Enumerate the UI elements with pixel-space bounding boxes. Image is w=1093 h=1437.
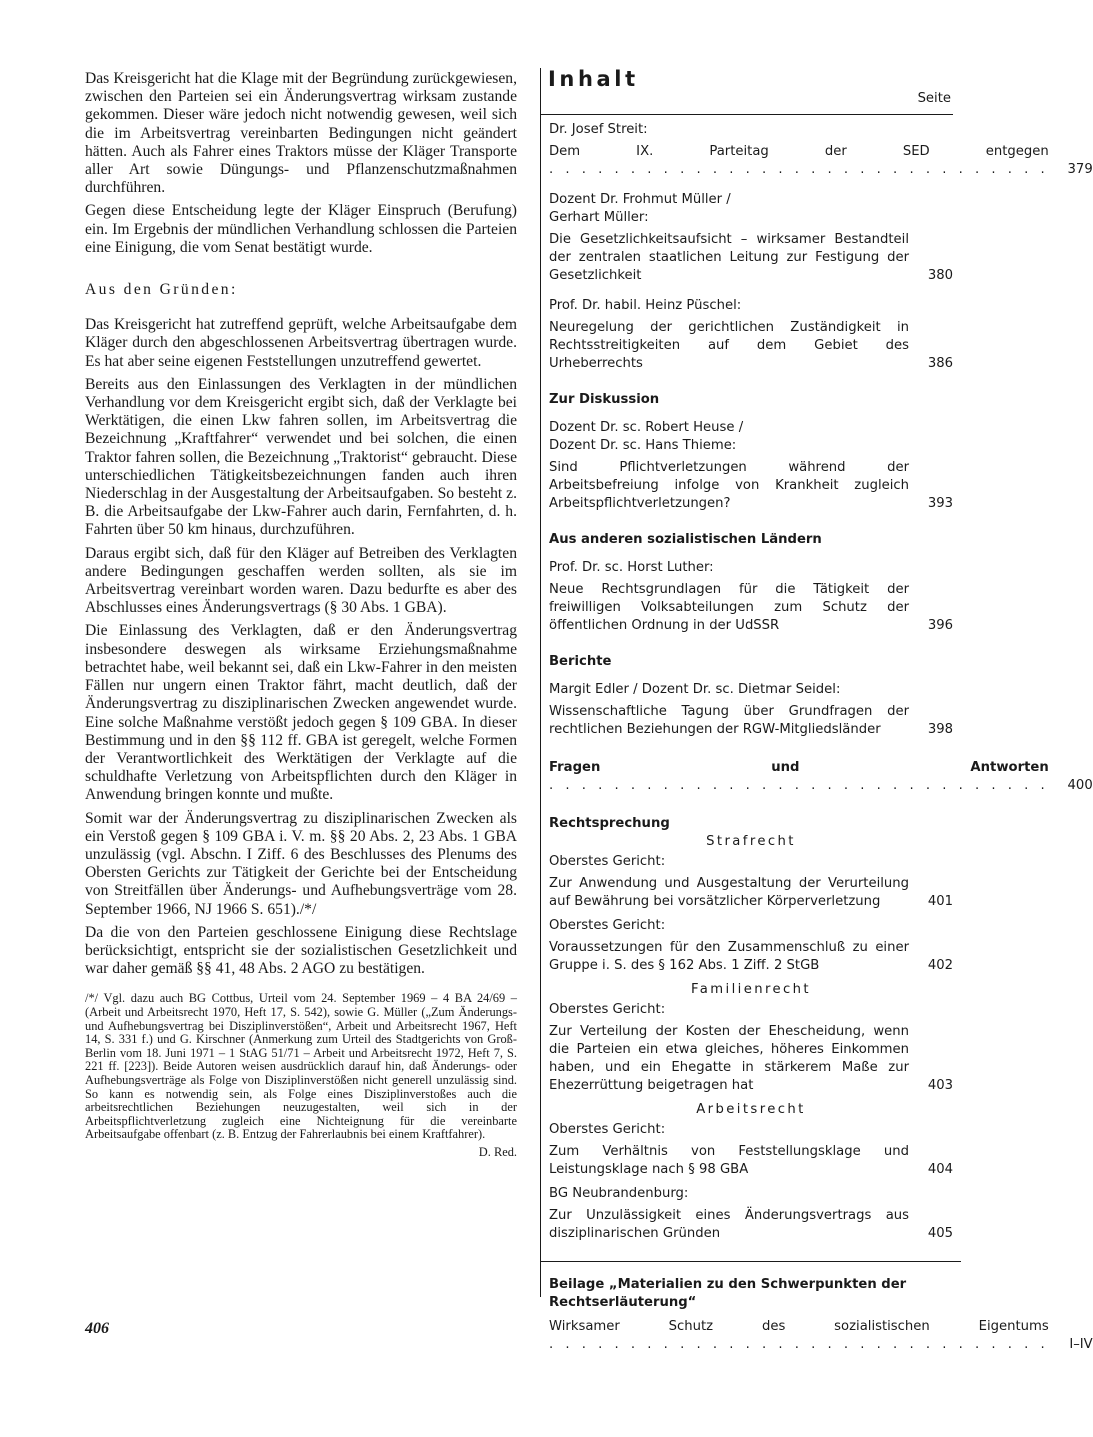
toc-author: Gerhart Müller:	[549, 210, 649, 225]
leader-dots: . . . . . . . . . . . . . . . . . . . . . . . . . . . . . . .	[549, 162, 1049, 177]
toc-entry-title: Voraussetzungen für den Zusammenschluß zu einer Gruppe i. S. des § 162 Abs. 1 Ziff. 2 StGB	[549, 940, 909, 973]
toc-entry[interactable]	[549, 143, 1093, 179]
toc-author: Dozent Dr. sc. Robert Heuse /	[549, 420, 744, 435]
toc-court: BG Neubrandenburg:	[549, 1186, 689, 1201]
toc-author: Prof. Dr. sc. Horst Luther:	[549, 560, 714, 575]
toc-court: Oberstes Gericht:	[549, 918, 666, 933]
toc-subsection-heading: Strafrecht	[706, 834, 796, 849]
leader-dots: . . . . . . . . . . . . . . . . . . . . . . . . . . . . . . .	[549, 1337, 1049, 1352]
paragraph: Somit war der Änderungsvertrag zu disziplinarischen Zwecken als ein Verstoß gegen § 109 GBA i. V. m. §§ 20 Abs. 2, 23 Abs. 1 GBA unzulässig (vgl. Abschn. I Ziff. 6 des Beschlusses des Plenums des Obersten Gerichts zur Tätigkeit der Gerichte bei der Entscheidung von Streitfällen über Änderungs- und Aufhebungsverträge vom 28. September 1966, NJ 1966 S. 651)./*/	[85, 809, 517, 918]
toc-entry[interactable]	[549, 1023, 953, 1095]
toc-subsection-heading: Familienrecht	[691, 982, 811, 997]
toc-entry[interactable]	[549, 759, 1093, 795]
paragraph: Da die von den Parteien geschlossene Einigung diese Rechtslage berücksichtigt, entspricht sie der sozialistischen Gesetzlichkeit und war daher gemäß §§ 41, 48 Abs. 2 AGO zu bestätigen.	[85, 923, 517, 978]
toc-entry-page: 403	[927, 1078, 953, 1093]
toc-court: Oberstes Gericht:	[549, 1002, 666, 1017]
toc-author: Dozent Dr. Frohmut Müller /	[549, 192, 731, 207]
toc-author: Prof. Dr. habil. Heinz Püschel:	[549, 298, 742, 313]
toc-entry-page: I–IV	[1069, 1337, 1093, 1352]
toc-entry-page: 386	[927, 356, 953, 371]
toc-entry-page: 401	[927, 894, 953, 909]
divider	[541, 1261, 961, 1262]
paragraph: Die Einlassung des Verklagten, daß er den Änderungsvertrag insbesondere deswegen als wirksame Erziehungsmaßnahme betrachtet habe, weil bekannt sei, daß ein Lkw-Fahrer in den meisten Fällen nur ungern einen Traktor fährt, macht deutlich, daß der Änderungsvertrag zu disziplinarischen Zwecken angewendet wurde. Eine solche Maßnahme verstößt jedoch gegen § 109 GBA. In dieser Bestimmung und in den §§ 112 ff. GBA ist geregelt, welche Formen der Verantwortlichkeit des Werktätigen der Verklagte auf die schuldhafte Verletzung von Arbeitspflichten durch den Kläger in Anwendung bringen konnte und mußte.	[85, 622, 517, 804]
toc-section-heading: Beilage „Materialien zu den Schwerpunkten der Rechtserläuterung“	[549, 1277, 907, 1310]
footnote: /*/ Vgl. dazu auch BG Cottbus, Urteil vom 24. September 1969 – 4 BA 24/69 – (Arbeit und Arbeitsrecht 1970, Heft 17, S. 542), sowie G. Müller („Zum Änderungs- und Aufhebungsvertrag bei Disziplinverstößen“, Arbeit und Arbeitsrecht 1967, Heft 14, S. 331 f.) und G. Kirschner (Anmerkung zum Urteil des Stadtgerichts von Groß-Berlin vom 18. Juni 1971 – 1 StAG 51/71 – Arbeit und Arbeitsrecht 1972, Heft 7, S. 221 ff. [223]). Beide Autoren weisen ausdrücklich darauf hin, daß Änderungs- oder Aufhebungsverträge als Folge von Disziplinverstößen nicht generell unzulässig sind. So kann es notwendig sein, als Folge eines Disziplinverstoßes auch die arbeitsrechtlichen Beziehungen neuzugestalten, weil sich in der Arbeitspflichtverletzung zugleich eine Nichteignung für die vereinbarte Arbeitsaufgabe offenbart (z. B. Entzug der Fahrerlaubnis bei einem Kraftfahrer).	[85, 991, 517, 1142]
toc-entry[interactable]	[549, 1143, 953, 1179]
toc-entry[interactable]	[549, 319, 953, 373]
toc-entry-title: Wirksamer Schutz des sozialistischen Eigentums	[549, 1319, 1049, 1334]
toc-entry-page: 379	[1067, 162, 1093, 177]
toc-author: Dozent Dr. sc. Hans Thieme:	[549, 438, 737, 453]
toc-body	[549, 121, 1093, 1366]
toc-section-heading: Berichte	[549, 654, 612, 669]
paragraph: Das Kreisgericht hat zutreffend geprüft, welche Arbeitsaufgabe dem Kläger durch den abgeschlossenen Arbeitsvertrag übertragen wurde. Es hat aber seine eigenen Feststellungen unzutreffend gewertet.	[85, 316, 517, 370]
toc-entry-page: 396	[927, 618, 953, 633]
toc-entry[interactable]	[549, 1207, 953, 1243]
toc-section-heading: Zur Diskussion	[549, 392, 660, 407]
toc-entry-page: 402	[927, 958, 953, 973]
paragraph: Bereits aus den Einlassungen des Verklagten in der mündlichen Verhandlung vor dem Kreisgericht ergibt sich, daß der Verklagte bei Werktätigen, die einen Lkw fahren sollen, im Arbeitsvertrag die Bezeichnung „Kraftfahrer“ verwendet und bei solchen, die einen Traktor fahren sollen, die Bezeichnung „Traktorist“ gebraucht. Diese unterschiedlichen Tätigkeitsbezeichnungen fanden auch ihren Niederschlag in der Ausgestaltung der Arbeitsaufgaben. So besteht z. B. die Arbeitsaufgabe der Lkw-Fahrer auch darin, Fernfahrten, d. h. Fahrten über 50 km hinaus, durchzuführen.	[85, 375, 517, 539]
divider	[541, 114, 953, 115]
toc-entry-page: 393	[927, 496, 953, 511]
footnote-signature: D. Red.	[478, 1144, 517, 1159]
paragraph: Gegen diese Entscheidung legte der Kläger Einspruch (Berufung) ein. Im Ergebnis der mündlichen Verhandlung schlossen die Parteien eine Einigung, die vom Senat bestätigt wurde.	[85, 202, 517, 256]
toc-entry[interactable]	[549, 581, 953, 635]
toc-page-column-label: Seite	[917, 91, 951, 106]
paragraph: Das Kreisgericht hat die Klage mit der Begründung zurückgewiesen, zwischen den Parteien sei ein Änderungsvertrag wirksam zustande gekommen. Dieser wäre jedoch nicht notwendig gewesen, weil sich die im Arbeitsvertrag vereinbarten Bedingungen nicht geändert hätten. Auch als Fahrer eines Traktors müsse der Kläger Transporte aller Art sowie Düngungs- und Pflanzenschutzmaßnahmen durchführen.	[85, 70, 517, 197]
toc-entry-title: Fragen und Antworten	[549, 760, 1049, 775]
toc-entry[interactable]	[549, 231, 953, 285]
toc-entry[interactable]	[549, 875, 953, 911]
toc-entry-page: 380	[927, 268, 953, 283]
toc-entry-page: 405	[927, 1226, 953, 1241]
leader-dots: . . . . . . . . . . . . . . . . . . . . . . . . . . . . . . .	[549, 778, 1049, 793]
toc-entry[interactable]	[549, 459, 953, 513]
table-of-contents	[540, 67, 1093, 1352]
toc-court: Oberstes Gericht:	[549, 1122, 666, 1137]
toc-entry[interactable]	[549, 939, 953, 975]
toc-entry-page: 404	[927, 1162, 953, 1177]
page-number: 406	[85, 1320, 109, 1337]
toc-title: Inhalt	[548, 67, 639, 91]
toc-section-heading: Aus anderen sozialistischen Ländern	[549, 532, 822, 547]
paragraph: Daraus ergibt sich, daß für den Kläger auf Betreiben des Verklagten andere Bedingungen geschaffen werden sollten, als sie im Arbeitsvertrag vereinbart worden waren. Dazu bedurfte es aber des Abschlusses eines Änderungsvertrags (§ 30 Abs. 1 GBA).	[85, 544, 517, 617]
toc-author: Margit Edler / Dozent Dr. sc. Dietmar Seidel:	[549, 682, 841, 697]
toc-entry-title: Wissenschaftliche Tagung über Grundfragen der rechtlichen Beziehungen der RGW-Mitgliedsländer	[549, 704, 909, 737]
toc-entry-title: Zur Unzulässigkeit eines Änderungsvertrags aus disziplinarischen Gründen	[549, 1208, 909, 1241]
toc-entry[interactable]	[549, 703, 953, 739]
toc-entry-page: 398	[927, 722, 953, 737]
toc-section-heading: Rechtsprechung	[549, 816, 670, 831]
toc-subsection-heading: Arbeitsrecht	[696, 1102, 806, 1117]
toc-entry-title: Zum Verhältnis von Feststellungsklage und Leistungsklage nach § 98 GBA	[549, 1144, 909, 1177]
toc-entry-title: Die Gesetzlichkeitsaufsicht – wirksamer Bestandteil der zentralen staatlichen Leitung zur Festigung der Gesetzlichkeit	[549, 232, 909, 283]
toc-entry-title: Neuregelung der gerichtlichen Zuständigkeit in Rechtsstreitigkeiten auf dem Gebiet des Urheberrechts	[549, 320, 909, 371]
toc-entry[interactable]	[549, 1318, 1093, 1354]
toc-entry-title: Neue Rechtsgrundlagen für die Tätigkeit der freiwilligen Volksabteilungen zum Schutz der öffentlichen Ordnung in der UdSSR	[549, 582, 909, 633]
toc-entry-title: Zur Anwendung und Ausgestaltung der Verurteilung auf Bewährung bei vorsätzlicher Körperverletzung	[549, 876, 909, 909]
toc-entry-title: Sind Pflichtverletzungen während der Arbeitsbefreiung infolge von Krankheit zugleich Arbeitspflichtverletzungen?	[549, 460, 909, 511]
toc-author: Dr. Josef Streit:	[549, 122, 648, 137]
toc-entry-page: 400	[1067, 778, 1093, 793]
article-column	[85, 70, 517, 1161]
section-heading: Aus den Gründen:	[85, 281, 238, 299]
toc-court: Oberstes Gericht:	[549, 854, 666, 869]
toc-entry-title: Zur Verteilung der Kosten der Ehescheidung, wenn die Parteien ein etwa gleiches, höheres Einkommen haben, und ein Ehegatte in stärkerem Maße zur Ehezerrüttung beigetragen hat	[549, 1024, 909, 1093]
toc-entry-title: Dem IX. Parteitag der SED entgegen	[549, 144, 1049, 159]
